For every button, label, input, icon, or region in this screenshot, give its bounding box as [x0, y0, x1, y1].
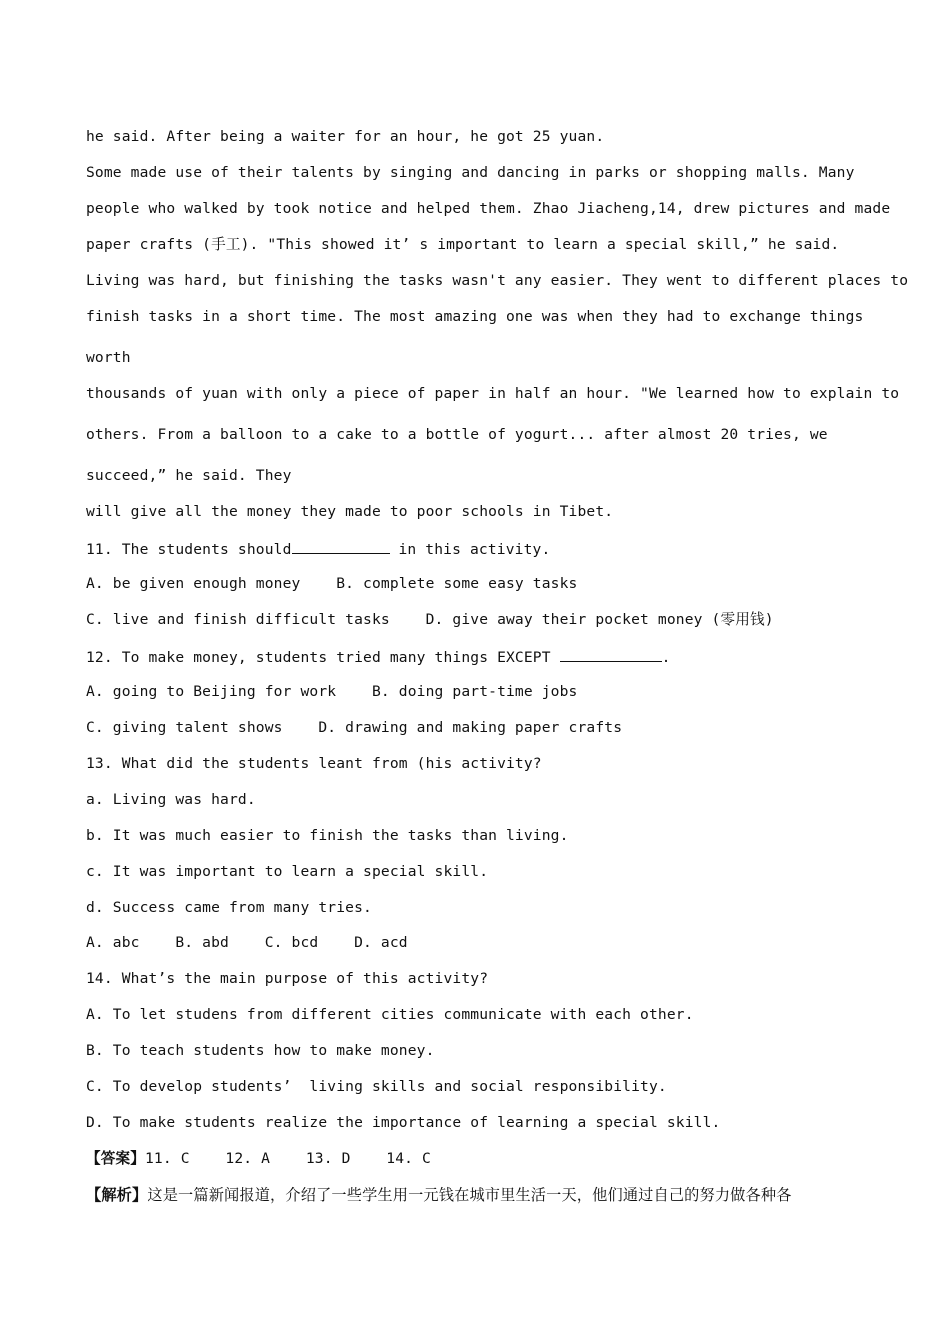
- question-14-stem: 14. What’s the main purpose of this activity?: [86, 970, 489, 987]
- question-13-options: A. abc B. abd C. bcd D. acd: [86, 934, 408, 951]
- question-14-option-a: A. To let studens from different cities communicate with each other.: [86, 1006, 694, 1023]
- passage-line: will give all the money they made to poor schools in Tibet.: [86, 503, 614, 520]
- passage-line: Some made use of their talents by singing and dancing in parks or shopping malls. Many: [86, 164, 855, 181]
- question-14-option-c: C. To develop students’ living skills and social responsibility.: [86, 1078, 667, 1095]
- answer-blank: [292, 538, 390, 554]
- question-13-stem: 13. What did the students leant from (his activity?: [86, 755, 542, 772]
- question-12-options-ab: A. going to Beijing for work B. doing part-time jobs: [86, 683, 578, 700]
- passage-line: worth: [86, 349, 131, 366]
- answer-blank: [560, 646, 662, 662]
- question-12-options-cd: C. giving talent shows D. drawing and making paper crafts: [86, 719, 623, 736]
- passage-line: paper crafts (手工). "This showed it’ s important to learn a special skill,” he said.: [86, 236, 840, 253]
- analysis-text: 这是一篇新闻报道，介绍了一些学生用一元钱在城市里生活一天，他们通过自己的努力做各种各: [147, 1186, 792, 1204]
- question-text: 11. The students should: [86, 541, 292, 558]
- question-13-item-b: b. It was much easier to finish the tasks than living.: [86, 827, 569, 844]
- passage-line: people who walked by took notice and helped them. Zhao Jiacheng,14, drew pictures and made: [86, 200, 891, 217]
- passage-line: succeed,” he said. They: [86, 467, 292, 484]
- passage-line: finish tasks in a short time. The most amazing one was when they had to exchange things: [86, 308, 864, 325]
- passage-line: Living was hard, but finishing the tasks wasn't any easier. They went to different places to: [86, 272, 909, 289]
- answer-label: 【答案】: [86, 1150, 145, 1167]
- question-text: 12. To make money, students tried many things EXCEPT: [86, 649, 560, 666]
- question-11-options-cd: C. live and finish difficult tasks D. give away their pocket money (零用钱): [86, 611, 774, 628]
- answer-text: 11. C 12. A 13. D 14. C: [144, 1150, 431, 1167]
- question-11-options-ab: A. be given enough money B. complete some easy tasks: [86, 575, 578, 592]
- passage-line: others. From a balloon to a cake to a bottle of yogurt... after almost 20 tries, we: [86, 426, 828, 443]
- question-text: in this activity.: [389, 541, 551, 558]
- analysis-line: [86, 1185, 876, 1205]
- question-12-stem: [86, 646, 876, 668]
- passage-line: he said. After being a waiter for an hour, he got 25 yuan.: [86, 128, 605, 145]
- question-13-item-a: a. Living was hard.: [86, 791, 256, 808]
- question-13-item-c: c. It was important to learn a special skill.: [86, 863, 489, 880]
- passage-line: thousands of yuan with only a piece of paper in half an hour. "We learned how to explain to: [86, 385, 900, 402]
- question-14-option-d: D. To make students realize the importance of learning a special skill.: [86, 1114, 721, 1131]
- question-text: .: [661, 649, 671, 666]
- answer-line: [86, 1149, 876, 1169]
- question-11-stem: [86, 538, 876, 560]
- question-14-option-b: B. To teach students how to make money.: [86, 1042, 435, 1059]
- analysis-label: 【解析】: [86, 1186, 148, 1204]
- question-13-item-d: d. Success came from many tries.: [86, 899, 372, 916]
